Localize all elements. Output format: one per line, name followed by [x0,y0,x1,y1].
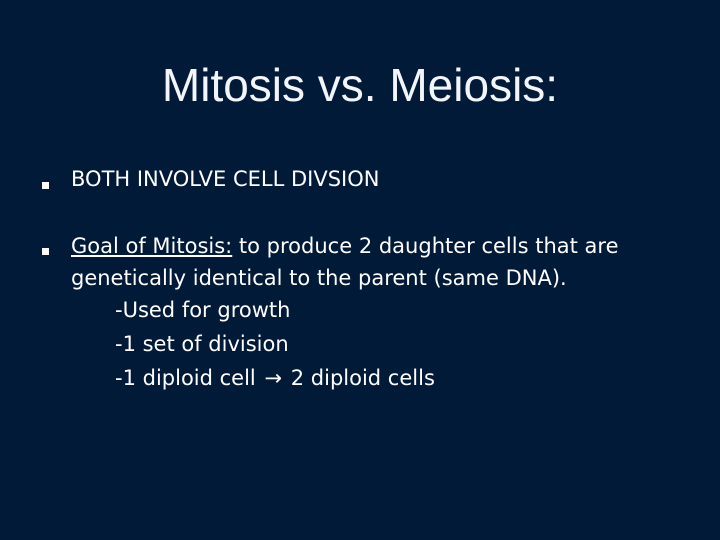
slide-title: Mitosis vs. Meiosis: [161,59,559,111]
bullet-square-icon [42,182,49,189]
bullet-square-icon [42,248,49,255]
detail-diploid-cell-result: 2 diploid cells [290,366,435,390]
right-arrow-icon: → [264,366,283,390]
mitosis-goal-label: Goal of Mitosis: [71,234,233,258]
bullet-point-2-line-1 [71,230,619,263]
bullet-point-2-line-2: genetically identical to the parent (same DNA). [71,266,567,290]
detail-diploid-cells [115,362,435,395]
detail-set-of-division: -1 set of division [115,332,289,356]
detail-diploid-cell-source: -1 diploid cell [115,366,256,390]
detail-used-for-growth: -Used for growth [115,298,291,322]
bullet-point-1: BOTH INVOLVE CELL DIVSION [71,167,380,191]
mitosis-goal-text: to produce 2 daughter cells that are [232,234,619,258]
